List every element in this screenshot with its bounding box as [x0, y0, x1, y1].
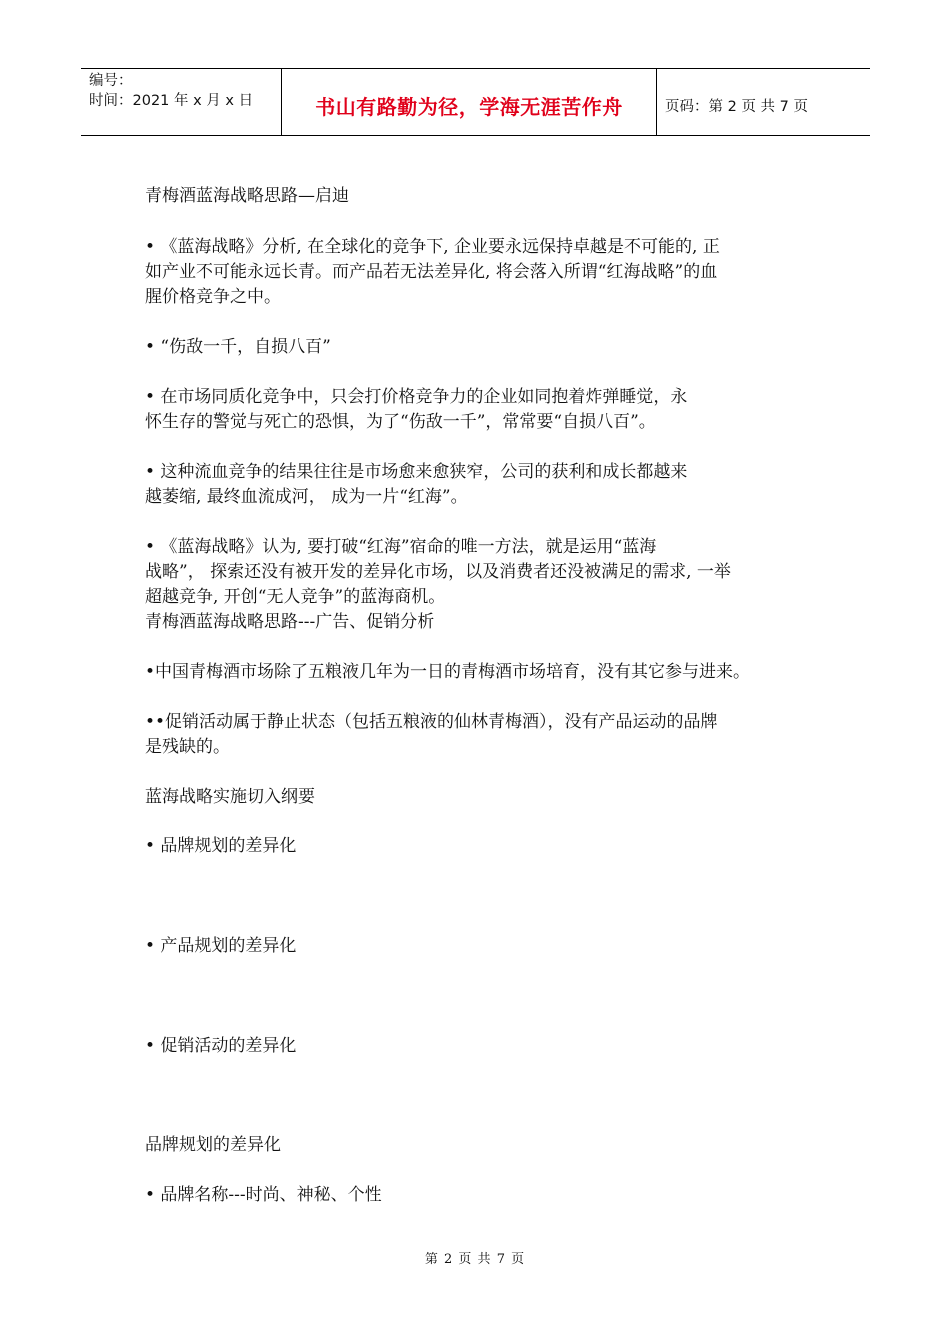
paragraph-line: ••促销活动属于静止状态（包括五粮液的仙林青梅酒），没有产品运动的品牌: [145, 712, 718, 732]
paragraph-line: 超越竞争, 开创“无人竞争”的蓝海商机。: [145, 587, 446, 607]
section-title-inspiration: 青梅酒蓝海战略思路—启迪: [145, 186, 349, 206]
section-title-promotion-analysis: 青梅酒蓝海战略思路---广告、促销分析: [145, 612, 435, 632]
paragraph-line: •中国青梅酒市场除了五粮液几年为一日的青梅酒市场培育，没有其它参与进来。: [145, 662, 751, 682]
list-item: • 品牌规划的差异化: [145, 836, 297, 856]
paragraph-line: 腥价格竞争之中。: [145, 287, 281, 307]
paragraph-line: 是残缺的。: [145, 737, 230, 757]
document-date: 时间：2021 年 x 月 x 日: [89, 93, 254, 109]
page-header: [81, 68, 870, 136]
page-footer: 第 2 页 共 7 页: [424, 1252, 526, 1267]
list-item: • 品牌名称---时尚、神秘、个性: [145, 1185, 382, 1205]
header-page-cell: [657, 69, 870, 135]
paragraph-line: 越萎缩, 最终血流成河， 成为一片“红海”。: [145, 487, 468, 507]
paragraph-line: • 这种流血竞争的结果往往是市场愈来愈狭窄，公司的获利和成长都越来: [145, 462, 688, 482]
header-page-number: 页码：第 2 页 共 7 页: [665, 98, 808, 115]
header-motto: 书山有路勤为径，学海无涯苦作舟: [315, 94, 623, 119]
paragraph-line: • 《蓝海战略》认为, 要打破“红海”宿命的唯一方法，就是运用“蓝海: [145, 537, 657, 557]
document-number: 编号：: [89, 73, 133, 89]
header-info-cell: [81, 69, 282, 135]
paragraph-line: 如产业不可能永远长青。而产品若无法差异化, 将会落入所谓“红海战略”的血: [145, 262, 718, 282]
list-item: • 促销活动的差异化: [145, 1036, 297, 1056]
section-title-outline: 蓝海战略实施切入纲要: [145, 787, 315, 807]
paragraph-line: • 《蓝海战略》分析, 在全球化的竞争下, 企业要永远保持卓越是不可能的, 正: [145, 237, 720, 257]
paragraph-line: • “伤敌一千，自损八百”: [145, 337, 331, 357]
paragraph-line: • 在市场同质化竞争中，只会打价格竞争力的企业如同抱着炸弹睡觉，永: [145, 387, 688, 407]
paragraph-line: 怀生存的警觉与死亡的恐惧，为了“伤敌一千”，常常要“自损八百”。: [145, 412, 656, 432]
section-title-brand: 品牌规划的差异化: [145, 1135, 281, 1155]
paragraph-line: 战略”， 探索还没有被开发的差异化市场，以及消费者还没被满足的需求, 一举: [145, 562, 731, 582]
header-motto-cell: [282, 69, 657, 135]
list-item: • 产品规划的差异化: [145, 936, 297, 956]
